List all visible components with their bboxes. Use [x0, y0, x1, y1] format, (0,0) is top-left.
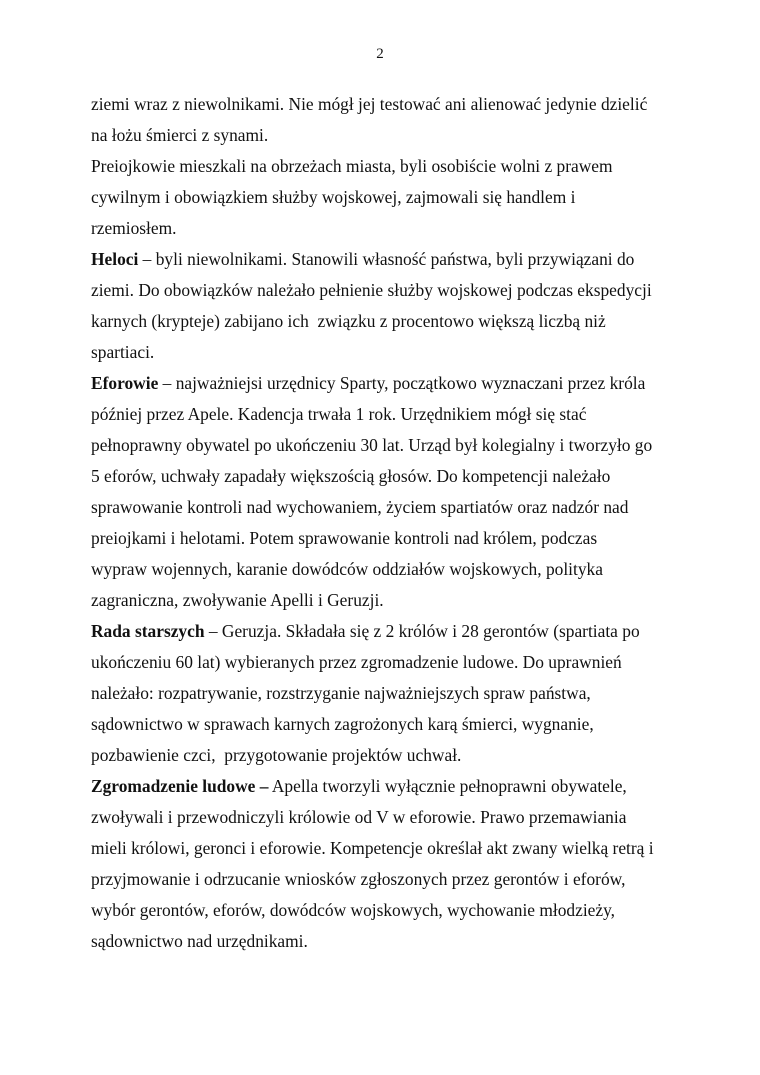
line-text: pełnoprawny obywatel po ukończeniu 30 lat. Urząd był kolegialny i tworzyło go [91, 435, 653, 455]
line-text: mieli królowi, geronci i eforowie. Kompetencje określał akt zwany wielką retrą i [91, 838, 654, 858]
text-line [91, 275, 681, 306]
line-text: ziemi. Do obowiązków należało pełnienie służby wojskowej podczas ekspedycji [91, 280, 652, 300]
text-line [91, 864, 681, 895]
line-text: później przez Apele. Kadencja trwała 1 rok. Urzędnikiem mógł się stać [91, 404, 587, 424]
bold-term: Rada starszych [91, 621, 205, 641]
text-line [91, 306, 681, 337]
text-line [91, 182, 681, 213]
line-text: przyjmowanie i odrzucanie wniosków zgłoszonych przez gerontów i eforów, [91, 869, 626, 889]
text-line [91, 771, 681, 802]
line-text: preiojkami i helotami. Potem sprawowanie kontroli nad królem, podczas [91, 528, 598, 548]
text-line [91, 616, 681, 647]
line-text: pozbawienie czci, przygotowanie projektów uchwał. [91, 745, 462, 765]
text-line [91, 709, 681, 740]
line-text: sądownictwo nad urzędnikami. [91, 931, 308, 951]
text-line [91, 213, 681, 244]
line-text: 5 eforów, uchwały zapadały większością głosów. Do kompetencji należało [91, 466, 611, 486]
text-line [91, 244, 681, 275]
bold-term: Zgromadzenie ludowe – [91, 776, 269, 796]
text-line [91, 585, 681, 616]
line-text: – Geruzja. Składała się z 2 królów i 28 gerontów (spartiata po [204, 621, 640, 641]
text-line [91, 802, 681, 833]
line-text: cywilnym i obowiązkiem służby wojskowej, zajmowali się handlem i [91, 187, 576, 207]
text-line [91, 368, 681, 399]
line-text: zagraniczna, zwoływanie Apelli i Geruzji. [91, 590, 384, 610]
line-text: rzemiosłem. [91, 218, 177, 238]
page-number: 2 [376, 46, 384, 62]
line-text: sprawowanie kontroli nad wychowaniem, życiem spartiatów oraz nadzór nad [91, 497, 629, 517]
line-text: – byli niewolnikami. Stanowili własność państwa, byli przywiązani do [138, 249, 635, 269]
text-line [91, 151, 681, 182]
line-text: karnych (krypteje) zabijano ich związku z procentowo większą liczbą niż [91, 311, 606, 331]
text-line [91, 399, 681, 430]
text-line [91, 740, 681, 771]
text-line [91, 833, 681, 864]
line-text: sądownictwo w sprawach karnych zagrożonych karą śmierci, wygnanie, [91, 714, 594, 734]
text-line [91, 492, 681, 523]
text-line [91, 895, 681, 926]
line-text: należało: rozpatrywanie, rozstrzyganie najważniejszych spraw państwa, [91, 683, 591, 703]
text-line [91, 647, 681, 678]
bold-term: Eforowie [91, 373, 159, 393]
line-text: wybór gerontów, eforów, dowódców wojskowych, wychowanie młodzieży, [91, 900, 616, 920]
line-text: ukończeniu 60 lat) wybieranych przez zgromadzenie ludowe. Do uprawnień [91, 652, 622, 672]
line-text: wypraw wojennych, karanie dowódców oddziałów wojskowych, polityka [91, 559, 603, 579]
text-line [91, 523, 681, 554]
text-line [91, 337, 681, 368]
text-line [91, 461, 681, 492]
text-line [91, 926, 681, 957]
line-text: ziemi wraz z niewolnikami. Nie mógł jej testować ani alienować jedynie dzielić [91, 94, 648, 114]
text-line [91, 554, 681, 585]
text-line [91, 120, 681, 151]
text-line [91, 89, 681, 120]
text-line [91, 430, 681, 461]
text-line [91, 678, 681, 709]
line-text: spartiaci. [91, 342, 155, 362]
line-text: – najważniejsi urzędnicy Sparty, początkowo wyznaczani przez króla [158, 373, 646, 393]
line-text: Preiojkowie mieszkali na obrzeżach miasta, byli osobiście wolni z prawem [91, 156, 613, 176]
line-text: zwoływali i przewodniczyli królowie od V w eforowie. Prawo przemawiania [91, 807, 627, 827]
line-text: Apella tworzyli wyłącznie pełnoprawni obywatele, [268, 776, 627, 796]
line-text: na łożu śmierci z synami. [91, 125, 269, 145]
body-text [91, 89, 681, 957]
bold-term: Heloci [91, 249, 139, 269]
